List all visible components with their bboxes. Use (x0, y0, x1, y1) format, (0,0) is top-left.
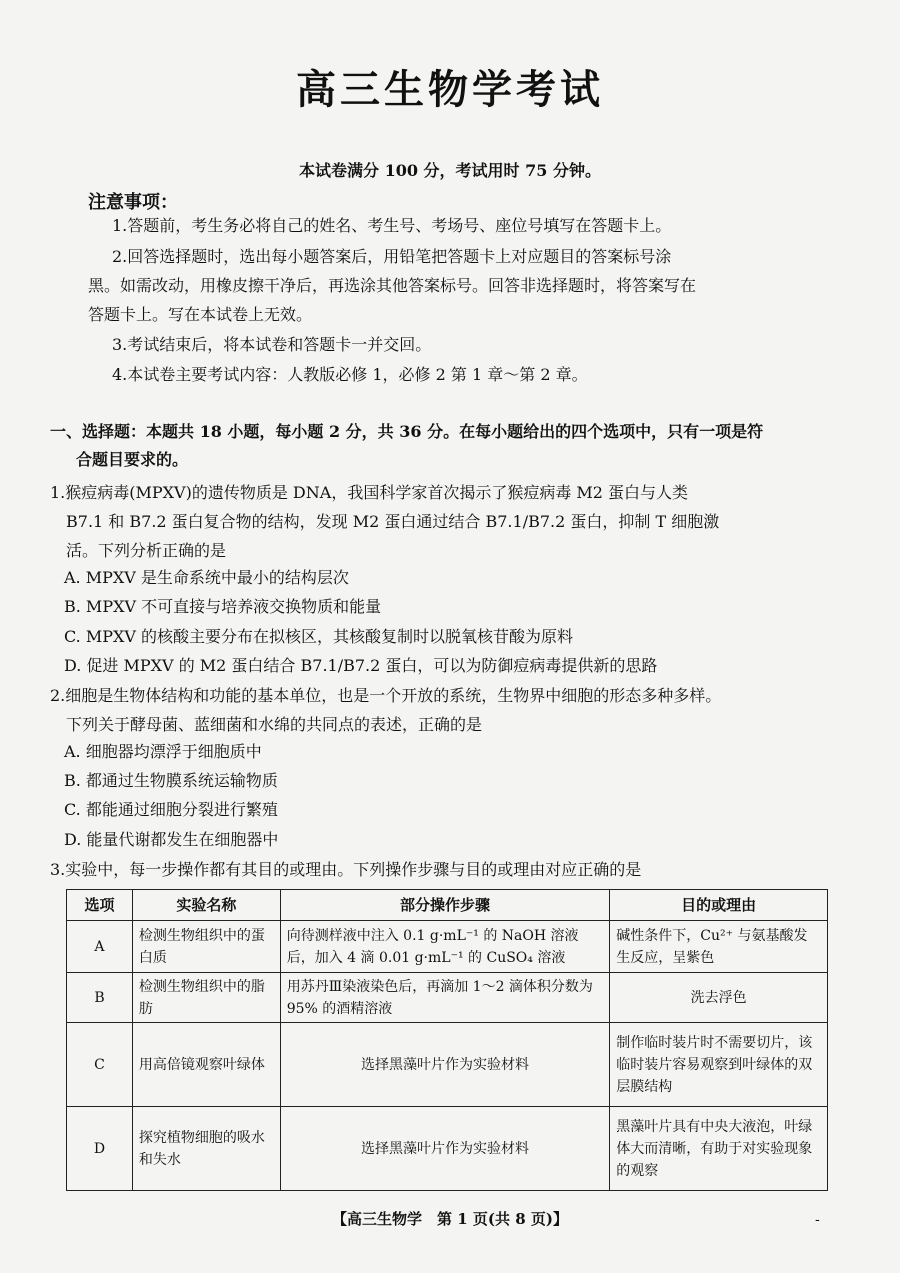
question-1-option-c: C. MPXV 的核酸主要分布在拟核区，其核酸复制时以脱氧核苷酸为原料 (64, 627, 574, 646)
notice-item-1: 1.答题前，考生务必将自己的姓名、考生号、考场号、座位号填写在答题卡上。 (112, 216, 672, 235)
table-header-reason: 目的或理由 (610, 890, 828, 921)
page-footer: 【高三生物学 第 1 页(共 8 页)】 (332, 1210, 568, 1228)
table-row (67, 1023, 828, 1107)
notice-heading: 注意事项： (88, 192, 178, 213)
table-cell-steps: 选择黑藻叶片作为实验材料 (280, 1107, 610, 1191)
table-cell-option: A (67, 921, 133, 973)
experiment-table (66, 889, 828, 1191)
table-header-row (67, 890, 828, 921)
section-line-1: 一、选择题：本题共 18 小题，每小题 2 分，共 36 分。在每小题给出的四个选项中，只有一项是符 (50, 422, 764, 441)
question-2 (50, 681, 860, 739)
question-2-line-1: 2.细胞是生物体结构和功能的基本单位，也是一个开放的系统，生物界中细胞的形态多种多样。 (50, 686, 722, 705)
section-heading (50, 418, 850, 474)
exam-subtitle: 本试卷满分 100 分，考试用时 75 分钟。 (299, 161, 601, 180)
notice-item-2b: 黑。如需改动，用橡皮擦干净后，再选涂其他答案标号。回答非选择题时，将答案写在 (88, 276, 697, 295)
notice-item-3: 3.考试结束后，将本试卷和答题卡一并交回。 (112, 335, 432, 354)
question-2-line-2: 下列关于酵母菌、蓝细菌和水绵的共同点的表述，正确的是 (66, 715, 483, 734)
table-cell-reason: 黑藻叶片具有中央大液泡，叶绿体大而清晰，有助于对实验现象的观察 (610, 1107, 828, 1191)
question-1-option-a: A. MPXV 是生命系统中最小的结构层次 (64, 568, 349, 587)
question-1-line-2: B7.1 和 B7.2 蛋白复合物的结构，发现 M2 蛋白通过结合 B7.1/B7.2 蛋白，抑制 T 细胞激 (66, 512, 720, 531)
notice-item-2a: 2.回答选择题时，选出每小题答案后，用铅笔把答题卡上对应题目的答案标号涂 (112, 247, 672, 266)
table-cell-option: C (67, 1023, 133, 1107)
table-cell-steps: 用苏丹Ⅲ染液染色后，再滴加 1～2 滴体积分数为 95% 的酒精溶液 (280, 973, 610, 1023)
table-row (67, 921, 828, 973)
corner-mark: - (815, 1212, 820, 1228)
question-1-line-3: 活。下列分析正确的是 (66, 541, 227, 560)
question-2-option-c: C. 都能通过细胞分裂进行繁殖 (64, 800, 278, 819)
question-3-line-1: 3.实验中，每一步操作都有其目的或理由。下列操作步骤与目的或理由对应正确的是 (50, 860, 642, 879)
table-row (67, 1107, 828, 1191)
page-title: 高三生物学考试 (296, 67, 604, 113)
table-cell-option: B (67, 973, 133, 1023)
table-row (67, 973, 828, 1023)
notice-item-2c: 答题卡上。写在本试卷上无效。 (88, 305, 313, 324)
table-cell-experiment: 检测生物组织中的脂肪 (132, 973, 280, 1023)
table-cell-steps: 选择黑藻叶片作为实验材料 (280, 1023, 610, 1107)
table-header-option: 选项 (67, 890, 133, 921)
table-cell-experiment: 探究植物细胞的吸水和失水 (132, 1107, 280, 1191)
table-cell-reason: 制作临时装片时不需要切片，该临时装片容易观察到叶绿体的双层膜结构 (610, 1023, 828, 1107)
table-cell-option: D (67, 1107, 133, 1191)
table-cell-steps: 向待测样液中注入 0.1 g·mL⁻¹ 的 NaOH 溶液后，加入 4 滴 0.01 g·mL⁻¹ 的 CuSO₄ 溶液 (280, 921, 610, 973)
question-1-option-d: D. 促进 MPXV 的 M2 蛋白结合 B7.1/B7.2 蛋白，可以为防御痘病毒提供新的思路 (64, 656, 658, 675)
table-cell-reason: 洗去浮色 (610, 973, 828, 1023)
table-cell-experiment: 检测生物组织中的蛋白质 (132, 921, 280, 973)
question-3 (50, 855, 860, 884)
table-header-experiment: 实验名称 (132, 890, 280, 921)
question-1 (50, 478, 860, 565)
question-2-option-b: B. 都通过生物膜系统运输物质 (64, 771, 278, 790)
table-cell-experiment: 用高倍镜观察叶绿体 (132, 1023, 280, 1107)
table-header-steps: 部分操作步骤 (280, 890, 610, 921)
question-2-option-d: D. 能量代谢都发生在细胞器中 (64, 830, 279, 849)
question-1-option-b: B. MPXV 不可直接与培养液交换物质和能量 (64, 597, 382, 616)
notice-item-4: 4.本试卷主要考试内容：人教版必修 1，必修 2 第 1 章～第 2 章。 (112, 365, 588, 384)
section-line-2: 合题目要求的。 (76, 450, 189, 469)
table-cell-reason: 碱性条件下，Cu²⁺ 与氨基酸发生反应，呈紫色 (610, 921, 828, 973)
question-2-option-a: A. 细胞器均漂浮于细胞质中 (64, 742, 262, 761)
question-1-line-1: 1.猴痘病毒(MPXV)的遗传物质是 DNA，我国科学家首次揭示了猴痘病毒 M2 蛋白与人类 (50, 483, 689, 502)
